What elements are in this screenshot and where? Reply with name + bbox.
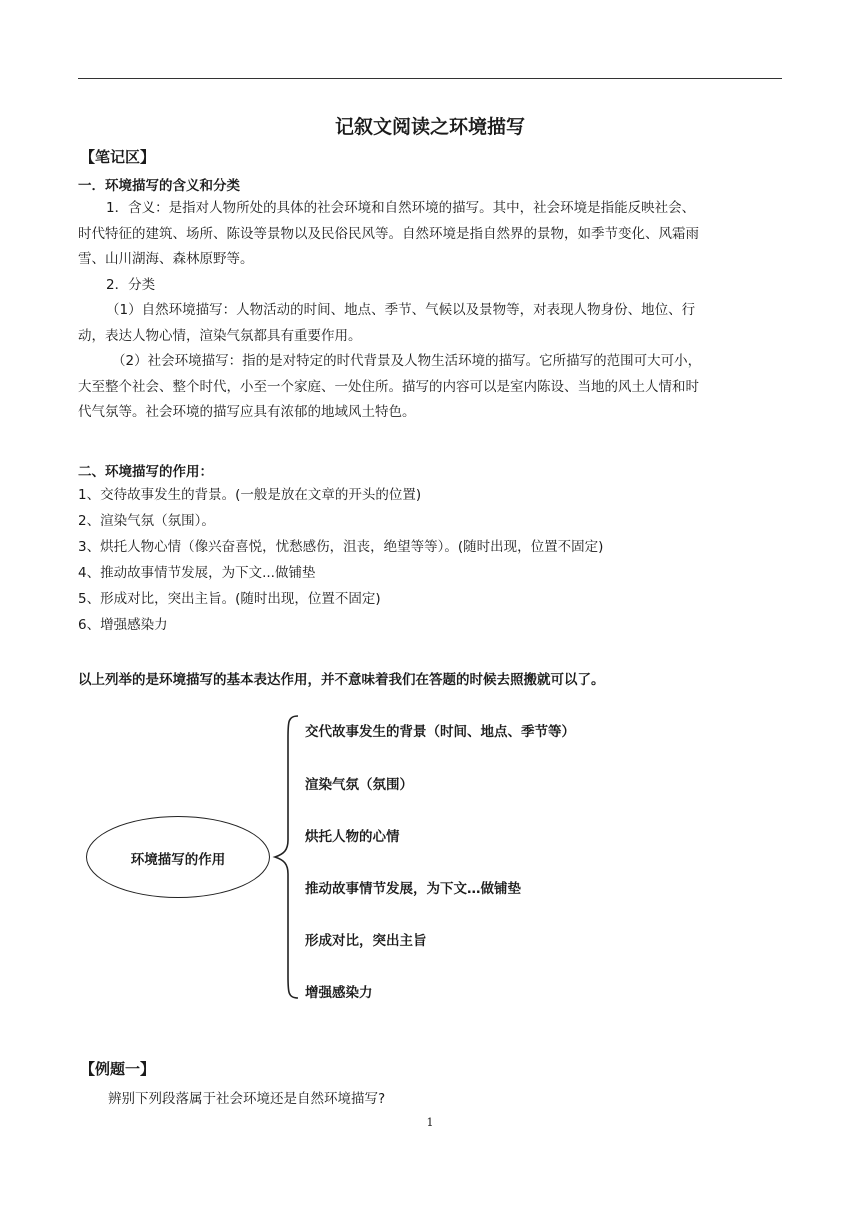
example-header: 【例题一】 (80, 1060, 156, 1078)
section2-heading: 二、环境描写的作用： (78, 464, 213, 480)
diagram-branch: 交代故事发生的背景（时间、地点、季节等） (305, 724, 575, 740)
diagram-branch: 渲染气氛（氛围） (305, 777, 413, 793)
diagram-branch: 推动故事情节发展，为下文…做铺垫 (305, 881, 521, 897)
notes-header: 【笔记区】 (80, 148, 156, 166)
section1-heading: 一．环境描写的含义和分类 (78, 178, 240, 194)
diagram-center-ellipse (86, 816, 270, 898)
page-number: 1 (426, 1116, 434, 1129)
diagram-branch: 烘托人物的心情 (305, 829, 400, 845)
social-line: 大至整个社会、整个时代，小至一个家庭、一处住所。描写的内容可以是室内陈设、当地的风土人情和时 (78, 378, 699, 395)
diagram-brace (272, 712, 302, 1002)
example-question: 辨别下列段落属于社会环境还是自然环境描写? (108, 1091, 386, 1107)
header-rule (78, 78, 782, 79)
definition-paragraph (78, 196, 784, 426)
brace-path (275, 716, 298, 998)
social-line: （2）社会环境描写：指的是对特定的时代背景及人物生活环境的描写。它所描写的范围可大可小， (112, 353, 702, 369)
list-item: 6、增强感染力 (78, 617, 168, 633)
diagram-center-label: 环境描写的作用 (130, 852, 226, 868)
definition-line: 1．含义：是指对人物所处的具体的社会环境和自然环境的描写。其中，社会环境是指能反映社会、 (106, 200, 696, 216)
social-line: 代气氛等。社会环境的描写应具有浓郁的地域风土特色。 (78, 404, 416, 420)
list-item: 4、推动故事情节发展，为下文...做铺垫 (78, 565, 316, 581)
effects-list (78, 482, 603, 638)
diagram-branch: 增强感染力 (305, 985, 373, 1001)
list-item: 2、渲染气氛（氛围）。 (78, 513, 215, 529)
definition-line: 时代特征的建筑、场所、陈设等景物以及民俗民风等。自然环境是指自然界的景物，如季节变化、风霜雨 (78, 225, 699, 242)
list-item: 3、烘托人物心情（像兴奋喜悦，忧愁感伤，沮丧，绝望等等）。(随时出现，位置不固定) (78, 539, 604, 555)
list-item: 1、交待故事发生的背景。(一般是放在文章的开头的位置) (78, 487, 422, 503)
natural-line: 动，表达人物心情，渲染气氛都具有重要作用。 (78, 327, 362, 344)
natural-line: （1）自然环境描写：人物活动的时间、地点、季节、气候以及景物等，对表现人物身份、地位、行 (106, 302, 696, 318)
classification-label: 2．分类 (106, 276, 156, 293)
list-item: 5、形成对比，突出主旨。(随时出现，位置不固定) (78, 591, 381, 607)
page-title: 记叙文阅读之环境描写 (334, 116, 525, 138)
emphasis-note: 以上列举的是环境描写的基本表达作用，并不意味着我们在答题的时候去照搬就可以了。 (78, 672, 605, 688)
definition-line: 雪、山川湖海、森林原野等。 (78, 251, 254, 267)
diagram-branch: 形成对比，突出主旨 (305, 933, 427, 949)
